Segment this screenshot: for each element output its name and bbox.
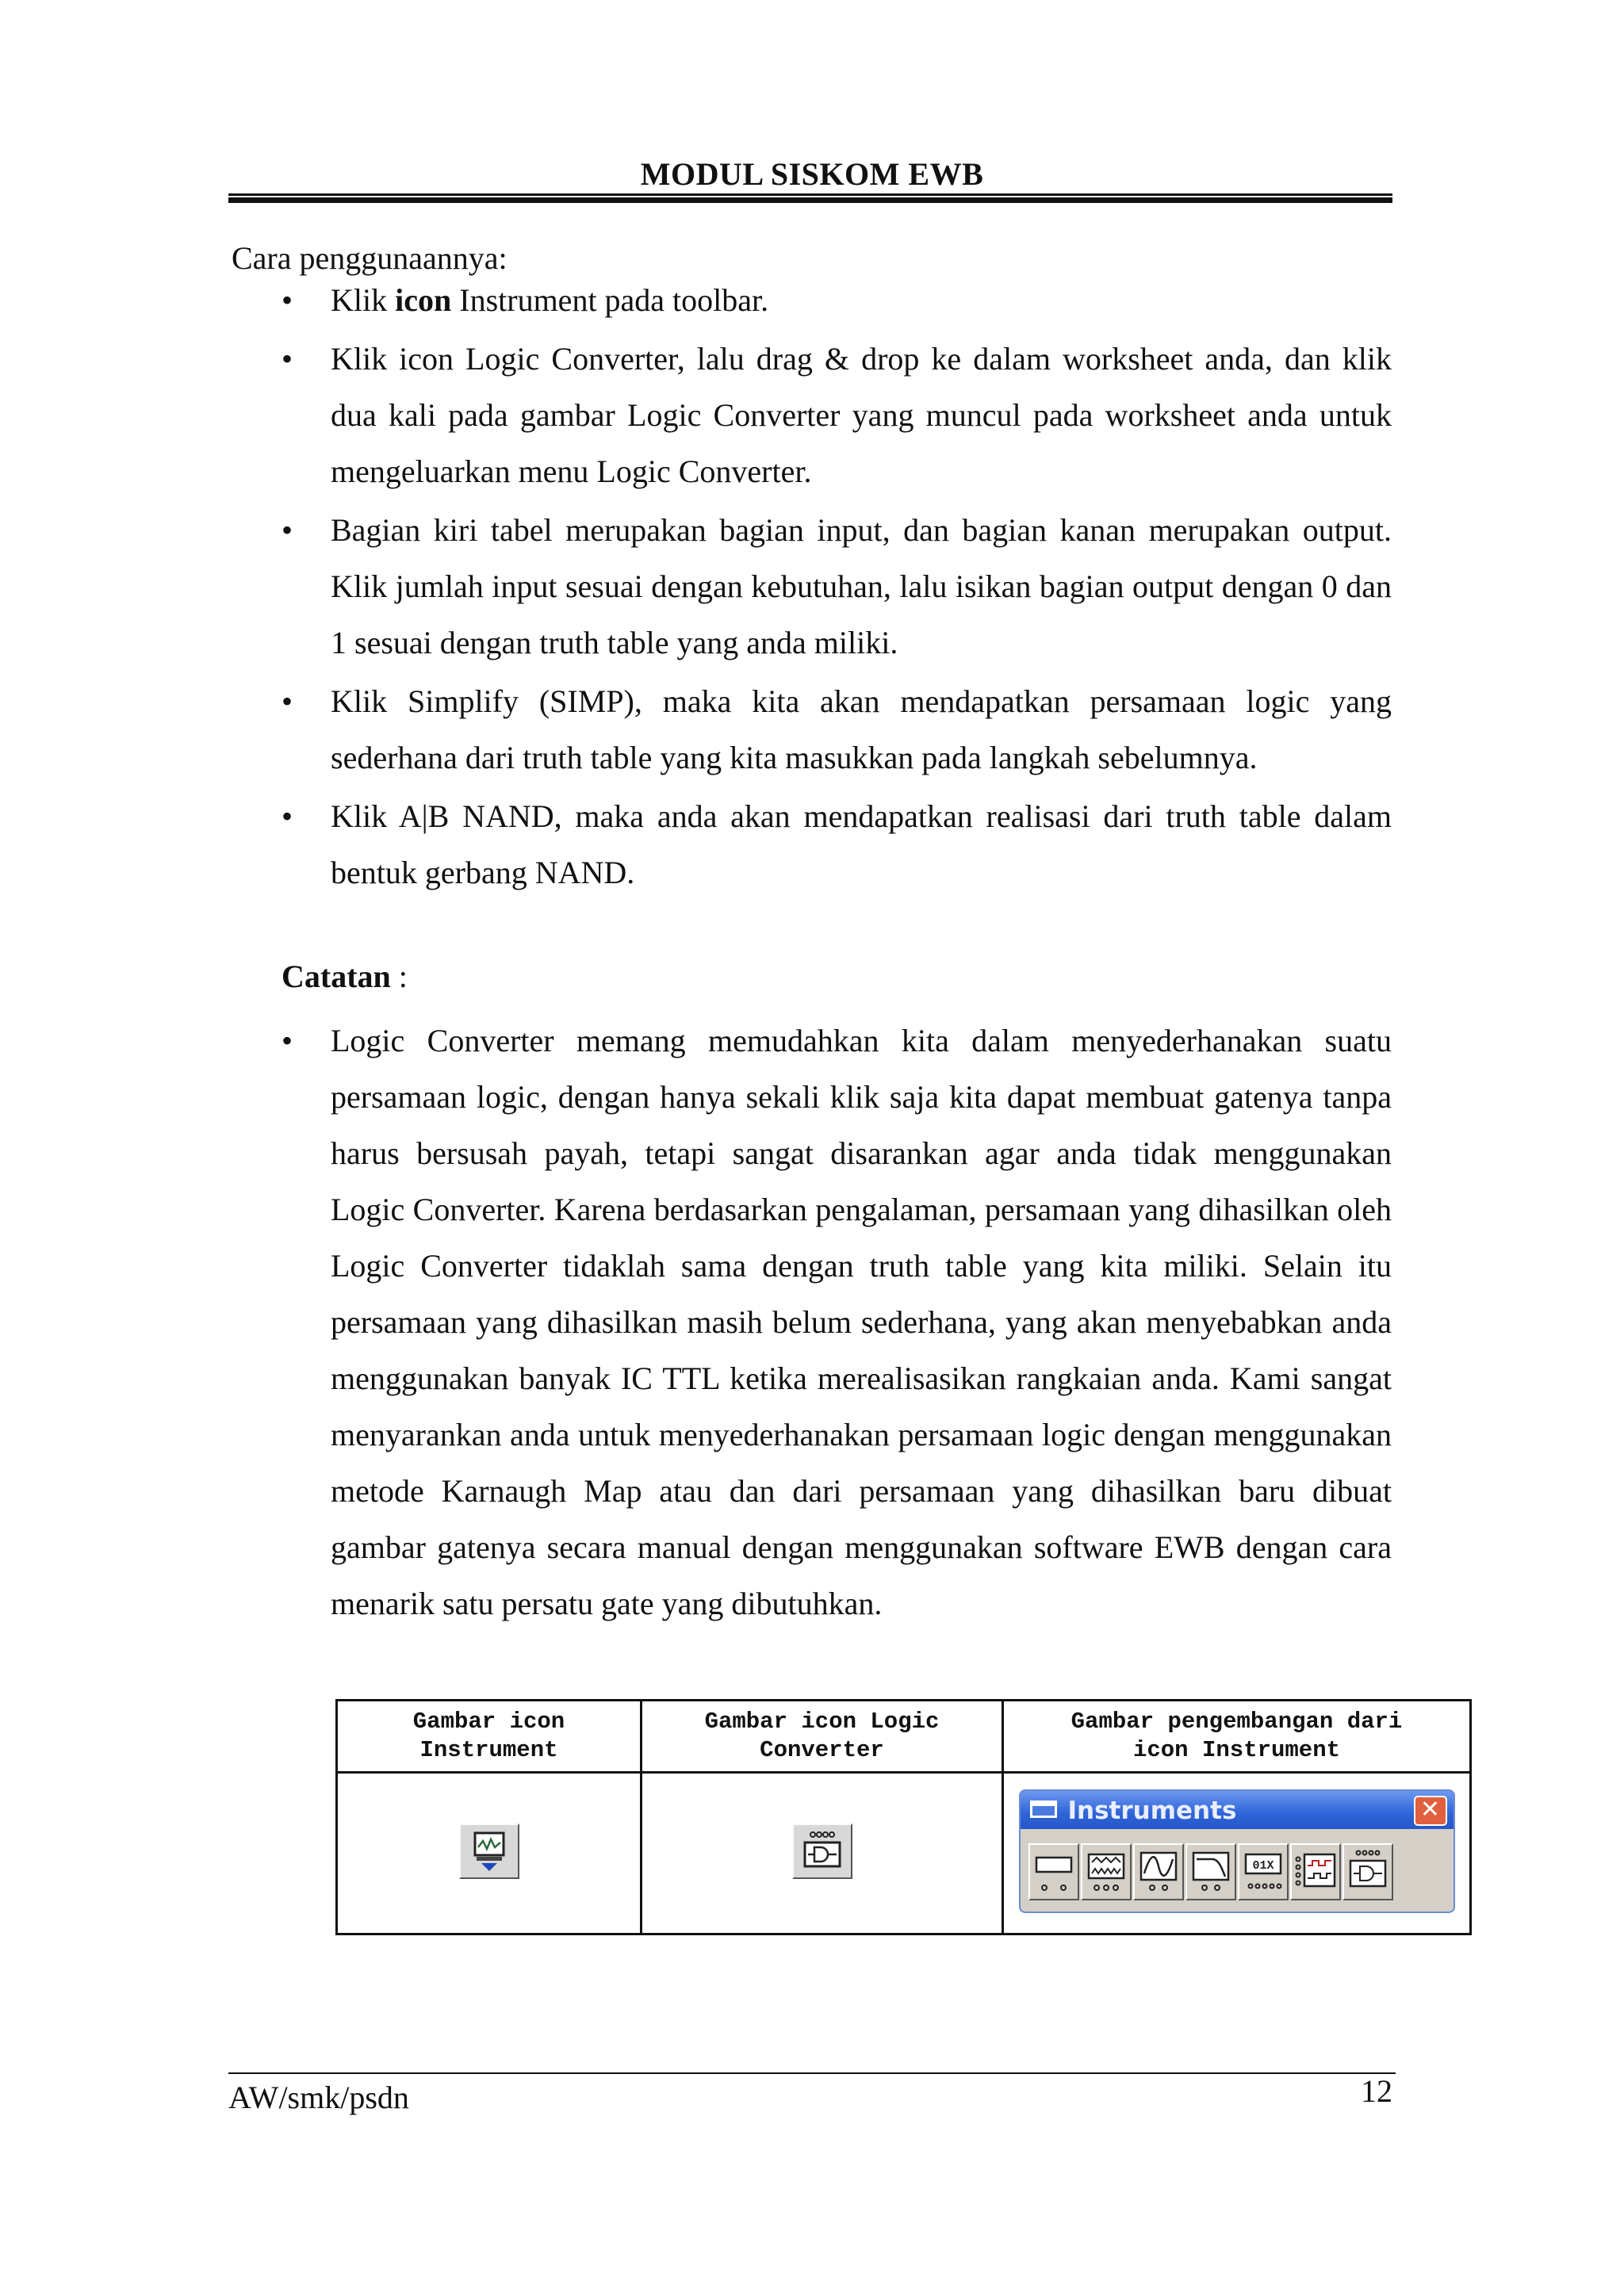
list-item: [282, 502, 1392, 671]
instruments-palette-window: [1019, 1789, 1455, 1913]
bullet-icon: •: [282, 798, 293, 834]
table-cell-instrument-icon: [337, 1773, 642, 1934]
header-line: icon Instrument: [1132, 1737, 1341, 1764]
list-item: [282, 788, 1392, 901]
bullet-icon: •: [282, 1023, 293, 1058]
step-text: Instrument pada toolbar.: [451, 282, 769, 318]
bullet-icon: •: [282, 341, 293, 377]
list-item: [282, 331, 1392, 499]
palette-title: Instruments: [1067, 1797, 1237, 1826]
bullet-icon: •: [282, 512, 293, 548]
palette-tools: [1028, 1843, 1393, 1900]
list-item: [282, 1012, 1392, 1632]
table-header-instrument: [337, 1701, 642, 1773]
note-heading-suffix: :: [390, 959, 408, 994]
note-list: [282, 1012, 1392, 1632]
window-icon: [1030, 1800, 1057, 1818]
function-generator-icon[interactable]: [1081, 1843, 1132, 1900]
footer-rule: [228, 2072, 1396, 2074]
note-heading: [282, 958, 408, 995]
intro-text: Cara penggunaannya:: [232, 240, 508, 276]
table-header-palette: [1003, 1701, 1471, 1773]
header-line: Converter: [760, 1737, 884, 1764]
step-bold-text: icon: [395, 282, 452, 318]
list-item: [282, 673, 1392, 786]
logic-analyzer-icon[interactable]: [1290, 1843, 1341, 1900]
svg-text:01X: 01X: [1251, 1859, 1274, 1873]
bullet-icon: •: [282, 282, 293, 318]
step-text: Klik icon Logic Converter, lalu drag & drop ke dalam worksheet anda, dan klik dua kali pada gambar Logic Converter yang muncul pada worksheet anda untuk mengeluarkan menu Logic Converter.: [331, 341, 1392, 489]
table-header-logic-converter: [642, 1701, 1003, 1773]
header-line: Gambar icon Logic: [704, 1709, 940, 1735]
instrument-icon[interactable]: [459, 1823, 519, 1879]
header-line: Gambar pengembangan dari: [1071, 1709, 1403, 1735]
footer-author: AW/smk/psdn: [228, 2080, 409, 2115]
table-cell-palette: [1003, 1773, 1471, 1934]
page-header-title: MODUL SISKOM EWB: [640, 156, 984, 192]
note-heading-label: Catatan: [282, 959, 391, 994]
list-item: [282, 272, 1392, 328]
header-double-rule: [228, 193, 1392, 203]
oscilloscope-icon[interactable]: [1133, 1843, 1184, 1900]
usage-steps-list: [282, 272, 1392, 903]
bode-plotter-icon[interactable]: [1185, 1843, 1236, 1900]
step-text: Klik A|B NAND, maka anda akan mendapatkan realisasi dari truth table dalam bentuk gerbang NAND.: [331, 798, 1392, 890]
step-text: Bagian kiri tabel merupakan bagian input, dan bagian kanan merupakan output. Klik jumlah input sesuai dengan kebutuhan, lalu isikan bagian output dengan 0 dan 1 sesuai dengan truth table yang anda miliki.: [331, 512, 1392, 660]
palette-titlebar[interactable]: [1021, 1791, 1454, 1829]
table-cell-logic-converter-icon: [642, 1773, 1003, 1934]
word-generator-icon[interactable]: [1238, 1843, 1289, 1900]
multimeter-icon[interactable]: [1028, 1843, 1079, 1900]
close-button[interactable]: ✕: [1414, 1796, 1447, 1826]
header-line: Instrument: [419, 1737, 558, 1764]
bullet-icon: •: [282, 683, 293, 719]
logic-converter-icon[interactable]: [792, 1823, 852, 1879]
step-text: Klik: [331, 282, 396, 318]
header-line: Gambar icon: [412, 1709, 565, 1735]
page-number: 12: [1361, 2073, 1392, 2109]
step-text: Klik Simplify (SIMP), maka kita akan mendapatkan persamaan logic yang sederhana dari truth table yang kita masukkan pada langkah sebelumnya.: [331, 683, 1392, 775]
note-text: Logic Converter memang memudahkan kita dalam menyederhanakan suatu persamaan logic, dengan hanya sekali klik saja kita dapat membuat gatenya tanpa harus bersusah payah, tetapi sangat disarankan agar anda tidak menggunakan Logic Converter. Karena berdasarkan pengalaman, persamaan yang dihasilkan oleh Logic Converter tidaklah sama dengan truth table yang kita miliki. Selain itu persamaan yang dihasilkan masih belum sederhana, yang akan menyebabkan anda menggunakan banyak IC TTL ketika merealisasikan rangkaian anda. Kami sangat menyarankan anda untuk menyederhanakan persamaan logic dengan menggunakan metode Karnaugh Map atau dan dari persamaan yang dihasilkan baru dibuat gambar gatenya secara manual dengan menggunakan software EWB dengan cara menarik satu persatu gate yang dibutuhkan.: [331, 1023, 1392, 1621]
icon-table: [335, 1699, 1472, 1935]
logic-converter-icon[interactable]: [1342, 1843, 1393, 1900]
